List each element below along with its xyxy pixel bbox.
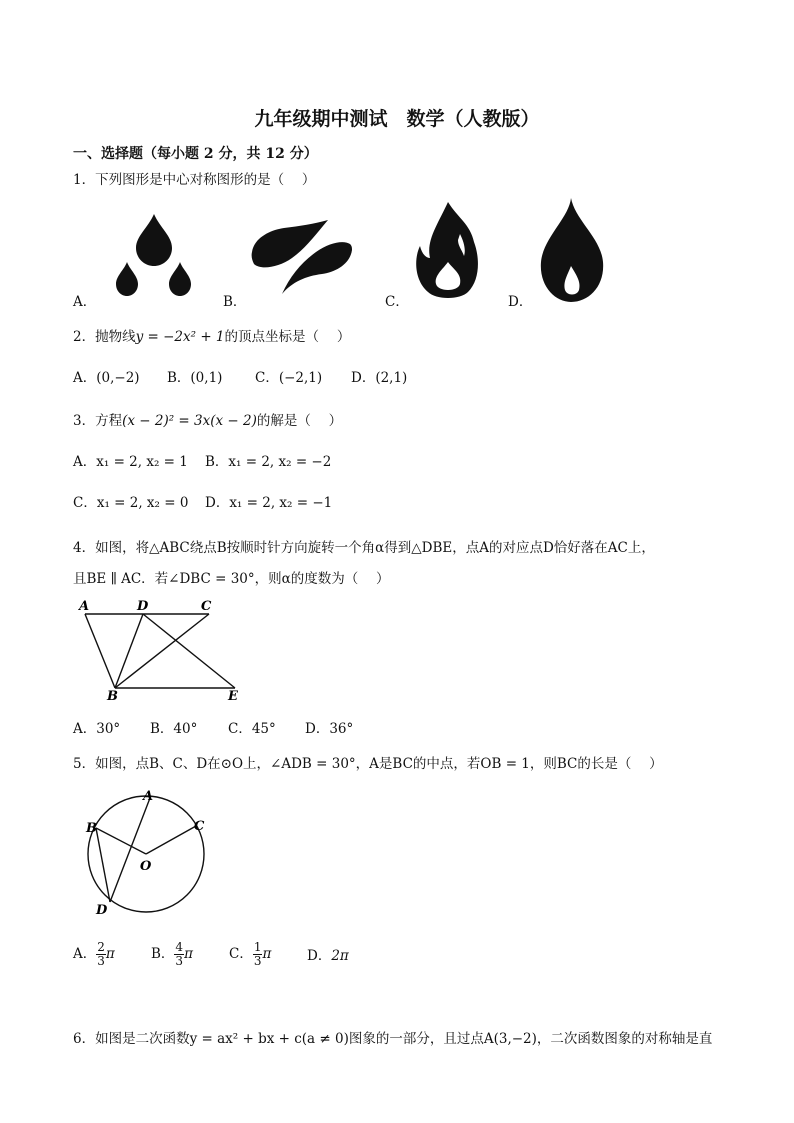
q5-option-c-numerator: 1: [253, 939, 262, 954]
q2-options: [73, 366, 407, 386]
q5-label-c: C: [194, 819, 205, 834]
q5-option-b-fraction: [174, 941, 184, 968]
q1-option-a-label: A．: [73, 294, 97, 310]
q5-option-c-pi: π: [262, 945, 272, 962]
q3-stem-expression: (x − 2)² = 3x(x − 2): [122, 413, 257, 429]
q4-label-a: A: [79, 599, 90, 614]
q4-triangle-figure: [73, 596, 253, 706]
q2-stem-post: 的顶点坐标是（ ）: [224, 329, 351, 345]
q5-option-a-letter: A．: [73, 945, 97, 962]
q4-segment-de: [143, 614, 235, 688]
q3-option-b: B．x₁ = 2, x₂ = −2: [205, 454, 332, 470]
question-3-stem: [73, 409, 342, 429]
page-title: 九年级期中测试 数学（人教版）: [254, 108, 540, 130]
q4-option-d: D．36°: [305, 721, 354, 737]
q5-segment-oc: [146, 826, 196, 854]
q5-option-a-pi: π: [105, 945, 115, 962]
question-5-stem: 5．如图，点B、C、D在⊙O上，∠ADB = 30°，A是BC的中点，若OB = 1，则BC的长是（ ）: [73, 756, 663, 772]
q3-option-c: C．x₁ = 2, x₂ = 0: [73, 495, 189, 511]
q3-options-row-1: [73, 450, 331, 470]
q1-option-d-label: D．: [508, 294, 533, 310]
q5-option-d: [307, 944, 349, 964]
q5-segment-bd: [96, 828, 110, 902]
q5-option-b-denominator: 3: [175, 953, 184, 968]
q5-option-d-value: 2π: [331, 948, 349, 964]
q5-option-a-numerator: 2: [97, 939, 105, 954]
q5-option-c-letter: C．: [229, 945, 253, 962]
q5-option-b-pi: π: [184, 945, 193, 962]
q1-option-b-figure: [248, 210, 358, 300]
q4-label-b: B: [107, 689, 118, 704]
q4-label-d: D: [137, 599, 149, 614]
q5-option-a-fraction: [96, 941, 106, 968]
q1-option-d-figure: [533, 196, 613, 306]
question-4-stem-line-1: 4．如图，将△ABC绕点B按顺时针方向旋转一个角α得到△DBE，点A的对应点D恰好落在AC上，: [73, 540, 655, 556]
q5-segment-bo: [96, 828, 146, 854]
q1-option-b-label: B．: [223, 294, 247, 310]
question-4-stem-line-2: 且BE ∥ AC．若∠DBC = 30°，则α的度数为（ ）: [73, 571, 390, 587]
section-heading-choice: 一、选择题（每小题 2 分，共 12 分）: [73, 146, 318, 162]
q2-stem-pre: 2．抛物线: [73, 329, 136, 345]
q5-option-b: [151, 941, 229, 968]
q5-segment-ad: [110, 798, 150, 902]
q5-option-a-denominator: 3: [97, 953, 105, 968]
question-6-stem: 6．如图是二次函数y = ax² + bx + c(a ≠ 0)图象的一部分，且过点A(3,−2)，二次函数图象的对称轴是直: [73, 1031, 713, 1047]
q3-option-d: D．x₁ = 2, x₂ = −1: [205, 495, 333, 511]
q5-option-a: [73, 941, 151, 968]
q1-option-c-label: C．: [385, 294, 409, 310]
q3-option-a: A．x₁ = 2, x₂ = 1: [73, 454, 188, 470]
q4-label-e: E: [228, 689, 238, 704]
q5-option-b-letter: B．: [151, 945, 175, 962]
q5-label-a: A: [143, 789, 154, 804]
q2-stem-expression: y = −2x² + 1: [135, 329, 225, 345]
question-1-stem: 1．下列图形是中心对称图形的是（ ）: [73, 172, 316, 188]
q4-options: [73, 717, 353, 737]
q2-option-a: A．(0,−2): [73, 370, 140, 386]
q5-options: [73, 936, 349, 972]
q1-option-c-figure: [408, 200, 488, 305]
q4-option-a: A．30°: [73, 721, 121, 737]
q5-label-b: B: [86, 821, 97, 836]
q5-option-c-denominator: 3: [253, 953, 262, 968]
q4-option-b: B．40°: [150, 721, 198, 737]
q5-option-d-letter: D．: [307, 948, 332, 964]
q4-option-c: C．45°: [228, 721, 276, 737]
question-2-stem: [73, 325, 350, 345]
q3-stem-pre: 3．方程: [73, 413, 123, 429]
q3-options-row-2: [73, 491, 332, 511]
q5-option-b-numerator: 4: [175, 939, 184, 954]
q5-circle-figure: [80, 786, 220, 916]
q4-segment-ab: [85, 614, 115, 688]
q3-stem-post: 的解是（ ）: [256, 413, 343, 429]
q1-option-a-figure: [108, 210, 198, 300]
q2-option-b: B．(0,1): [167, 370, 223, 386]
q5-label-o: O: [140, 859, 152, 874]
q5-option-c: [229, 941, 307, 968]
q2-option-c: C．(−2,1): [255, 370, 323, 386]
q2-option-d: D．(2,1): [351, 370, 408, 386]
q4-label-c: C: [201, 599, 212, 614]
q5-label-d: D: [96, 903, 108, 916]
